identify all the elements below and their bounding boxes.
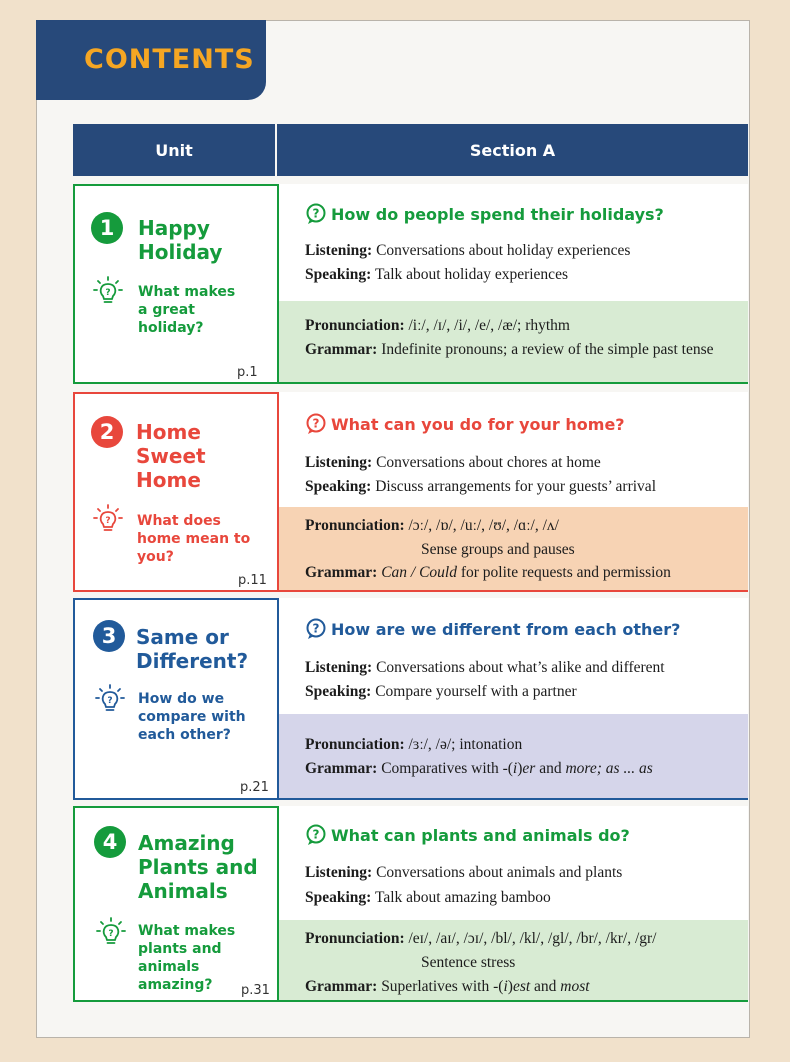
page-number: p.31 (241, 983, 270, 998)
speaking-line (305, 478, 656, 496)
section-question-text: What can plants and animals do? (331, 825, 630, 845)
big-question-line: compare with (138, 709, 246, 725)
grammar-italic-text: i (512, 760, 518, 777)
unit-title (138, 216, 222, 264)
pronunciation-line (305, 517, 559, 535)
big-question-line: each other? (138, 727, 231, 743)
svg-text:?: ? (312, 206, 320, 221)
speaking-line (305, 889, 551, 907)
big-question-line: a great (138, 302, 195, 318)
grammar-line (305, 760, 653, 778)
big-question (138, 922, 235, 994)
big-question-line: What does (137, 513, 221, 529)
svg-text:?: ? (107, 696, 113, 706)
pronunciation-text: /iː/, /ɪ/, /i/, /e/, /æ/; rhythm (408, 317, 570, 334)
speaking-text: Discuss arrangements for your guests’ arrival (375, 478, 656, 495)
big-question-line: plants and (138, 941, 222, 957)
listening-line (305, 659, 665, 677)
big-question-line: What makes (138, 284, 236, 300)
grammar-label: Grammar: (305, 341, 378, 358)
pronunciation-extra-line: Sense groups and pauses (421, 541, 575, 558)
unit-2-section-a (277, 392, 748, 592)
listening-text: Conversations about animals and plants (376, 864, 623, 881)
unit-3-section-a (277, 598, 748, 800)
listening-label: Listening: (305, 454, 373, 471)
big-question (138, 690, 246, 744)
unit-title-line: Happy (138, 216, 210, 240)
section-question (305, 203, 664, 225)
section-question (305, 618, 680, 640)
unit-number-badge: 3 (93, 620, 125, 652)
section-question (305, 413, 625, 435)
unit-title (136, 625, 248, 673)
unit-number-badge: 1 (91, 212, 123, 244)
listening-label: Listening: (305, 864, 373, 881)
unit-4-section-a (277, 806, 748, 1002)
page-number: p.1 (237, 365, 258, 380)
listening-line (305, 454, 601, 472)
big-question-line: animals (138, 959, 200, 975)
grammar-italic-text: est (512, 978, 531, 995)
pronunciation-extra-line: Sentence stress (421, 954, 516, 971)
unit-title-line: Sweet (136, 444, 206, 468)
question-icon (305, 618, 327, 640)
unit-title-line: Different? (136, 649, 249, 673)
section-question-text: How are we different from each other? (331, 619, 681, 639)
question-icon (305, 203, 327, 225)
speaking-label: Speaking: (305, 889, 372, 906)
grammar-italic-text: i (503, 978, 508, 995)
svg-text:?: ? (312, 416, 320, 431)
big-question-line: holiday? (138, 320, 204, 336)
svg-text:?: ? (312, 827, 320, 842)
pronunciation-line (305, 317, 570, 335)
pronunciation-line (305, 930, 656, 948)
grammar-italic-text: Can / Could (381, 564, 457, 581)
lightbulb-question-icon (93, 504, 123, 534)
svg-text:?: ? (105, 516, 111, 526)
big-question-line: you? (137, 549, 174, 565)
unit-number-badge: 2 (91, 416, 123, 448)
pronunciation-grammar-band (279, 714, 748, 798)
pronunciation-label: Pronunciation: (305, 736, 405, 753)
unit-title-line: Home (136, 468, 201, 492)
unit-title-line: Amazing (138, 831, 235, 855)
grammar-line (305, 564, 671, 582)
unit-title-line: Home (136, 420, 201, 444)
listening-text: Conversations about chores at home (376, 454, 601, 471)
grammar-text: ) (507, 978, 513, 995)
svg-text:?: ? (108, 929, 114, 939)
speaking-label: Speaking: (305, 478, 372, 495)
speaking-line (305, 266, 568, 284)
unit-title (138, 831, 258, 903)
section-question-text: How do people spend their holidays? (331, 204, 664, 224)
unit-1-section-a (277, 184, 748, 384)
big-question (137, 512, 250, 566)
page-title: CONTENTS (84, 44, 255, 75)
section-question (305, 824, 630, 846)
svg-text:?: ? (105, 288, 111, 298)
lightbulb-question-icon (93, 276, 123, 306)
lightbulb-question-icon (96, 917, 126, 947)
grammar-text: Superlatives with -( (381, 978, 504, 995)
listening-line (305, 864, 622, 882)
page-number: p.21 (240, 780, 269, 795)
column-header-unit: Unit (73, 124, 275, 176)
pronunciation-text: /ɔː/, /ɒ/, /uː/, /ʊ/, /ɑː/, /ʌ/ (408, 517, 559, 534)
listening-label: Listening: (305, 242, 373, 259)
unit-title-line: Animals (138, 879, 228, 903)
big-question (138, 283, 235, 337)
grammar-line (305, 341, 713, 359)
listening-text: Conversations about what’s alike and different (376, 659, 665, 676)
column-header-section-a: Section A (277, 124, 748, 176)
grammar-italic-text: more; as ... as (565, 760, 653, 777)
grammar-label: Grammar: (305, 760, 378, 777)
svg-text:?: ? (312, 621, 320, 636)
speaking-text: Talk about amazing bamboo (374, 889, 551, 906)
grammar-italic-text: er (522, 760, 536, 777)
listening-text: Conversations about holiday experiences (376, 242, 631, 259)
grammar-text: Comparatives with -( (381, 760, 513, 777)
big-question-line: home mean to (137, 531, 251, 547)
grammar-text: and (530, 978, 561, 995)
page-number: p.11 (238, 573, 267, 588)
big-question-line: How do we (138, 691, 225, 707)
big-question-line: What makes (138, 923, 236, 939)
question-icon (305, 413, 327, 435)
grammar-line (305, 978, 590, 996)
pronunciation-text: /ɜː/, /ə/; intonation (408, 736, 523, 753)
pronunciation-label: Pronunciation: (305, 930, 405, 947)
grammar-label: Grammar: (305, 978, 378, 995)
pronunciation-text: /eɪ/, /aɪ/, /ɔɪ/, /bl/, /kl/, /gl/, /br/, /kr/, /gr/ (408, 930, 657, 947)
unit-title (136, 420, 206, 492)
lightbulb-question-icon (95, 684, 125, 714)
grammar-label: Grammar: (305, 564, 378, 581)
pronunciation-line (305, 736, 522, 754)
unit-number-badge: 4 (94, 826, 126, 858)
section-question-text: What can you do for your home? (331, 414, 625, 434)
unit-title-line: Plants and (138, 855, 258, 879)
grammar-text: ) (517, 760, 523, 777)
pronunciation-label: Pronunciation: (305, 517, 405, 534)
listening-label: Listening: (305, 659, 373, 676)
big-question-line: amazing? (138, 977, 213, 993)
speaking-label: Speaking: (305, 683, 372, 700)
question-icon (305, 824, 327, 846)
listening-line (305, 242, 630, 260)
speaking-label: Speaking: (305, 266, 372, 283)
grammar-text: for polite requests and permission (456, 564, 671, 581)
speaking-text: Compare yourself with a partner (375, 683, 577, 700)
grammar-italic-text: most (560, 978, 590, 995)
unit-title-line: Same or (136, 625, 229, 649)
unit-title-line: Holiday (138, 240, 223, 264)
grammar-text: and (535, 760, 566, 777)
pronunciation-label: Pronunciation: (305, 317, 405, 334)
grammar-text: Indefinite pronouns; a review of the simple past tense (381, 341, 714, 358)
speaking-text: Talk about holiday experiences (374, 266, 568, 283)
speaking-line (305, 683, 577, 701)
